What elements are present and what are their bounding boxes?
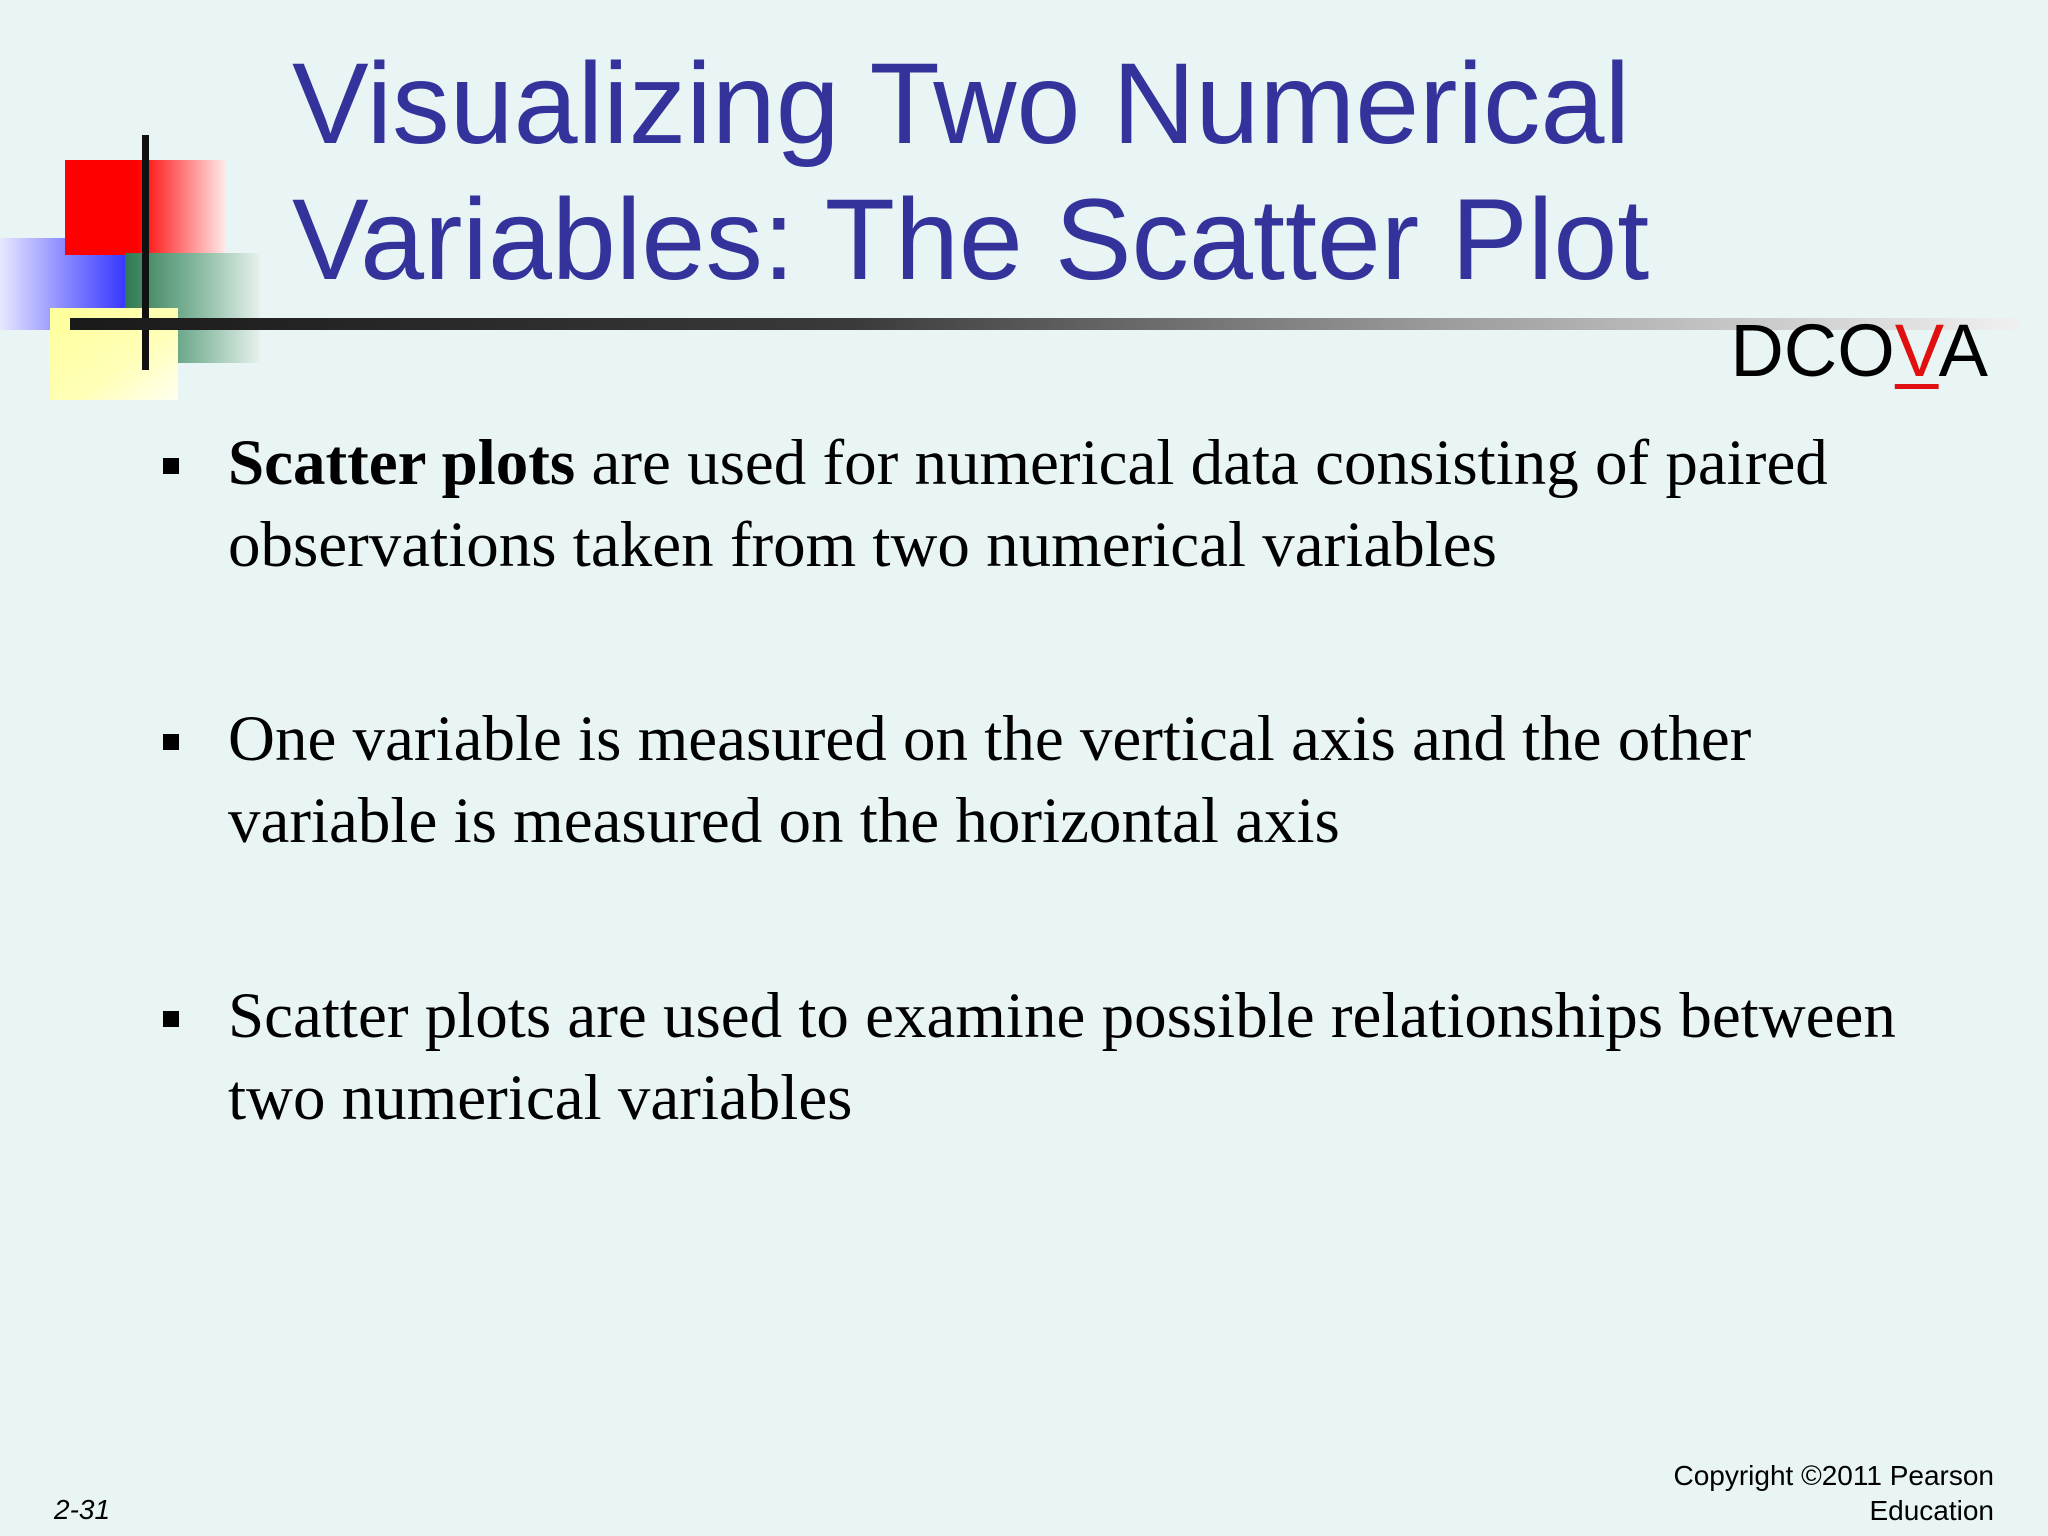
dcova-suffix: A	[1938, 309, 1988, 392]
square-bullet-icon	[163, 458, 179, 474]
square-bullet-icon	[163, 1011, 179, 1027]
bullet-text-1-rest: are used for numerical data consisting of paired observations taken from two numerical variables	[228, 427, 1828, 581]
slide-number: 2-31	[54, 1494, 111, 1525]
copyright-notice	[1594, 1458, 1994, 1528]
slide-title	[292, 36, 1792, 308]
title-underline-rule	[70, 318, 2020, 330]
bullet-text-1	[228, 422, 1928, 586]
copyright-line-1: Copyright ©2011 Pearson	[1673, 1460, 1994, 1491]
square-bullet-icon	[163, 734, 179, 750]
bullet-text-1-bold: Scatter plots	[228, 427, 576, 499]
copyright-line-2: Education	[1869, 1495, 1994, 1526]
bullet-text-2: One variable is measured on the vertical axis and the other variable is measured on the horizontal axis	[228, 703, 1752, 857]
dcova-prefix: DCO	[1730, 309, 1895, 392]
slide-title-line-2: Variables: The Scatter Plot	[292, 176, 1650, 304]
bullet-text-3: Scatter plots are used to examine possible relationships between two numerical variables	[228, 980, 1896, 1134]
slide-title-line-1: Visualizing Two Numerical	[292, 40, 1630, 168]
dcova-label	[1730, 306, 1988, 396]
vertical-line-decoration	[142, 135, 149, 370]
dcova-highlight: V	[1894, 309, 1939, 392]
